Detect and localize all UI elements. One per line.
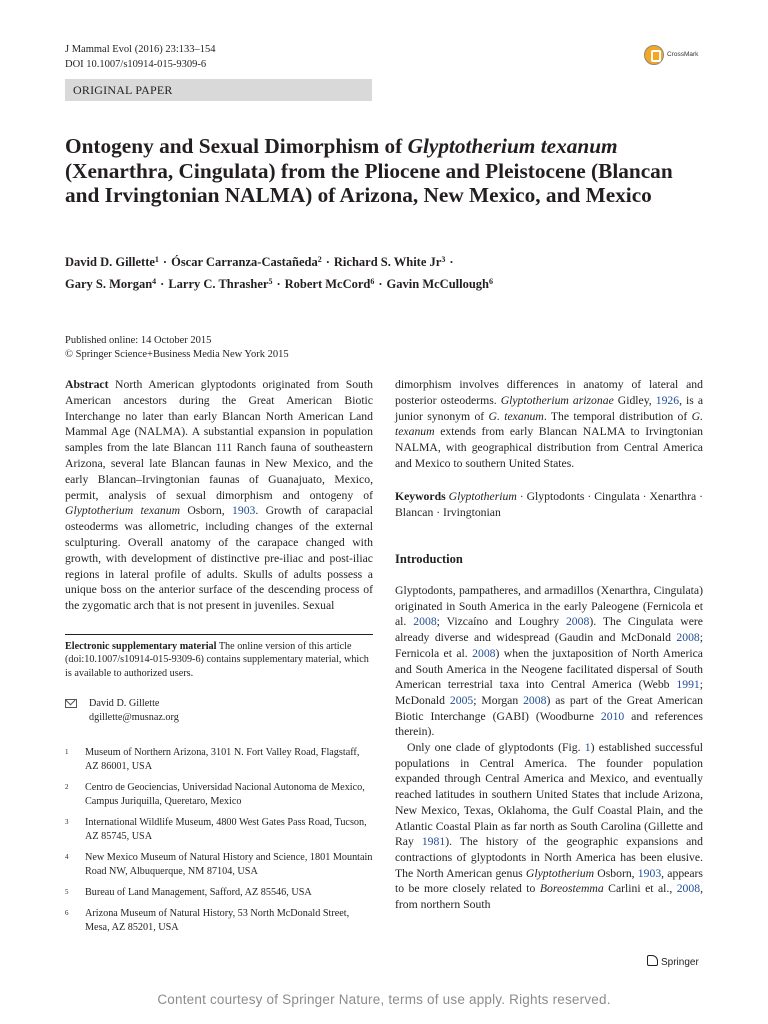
abstract-right [395, 377, 703, 520]
author-list [65, 250, 705, 294]
intro-paragraph-1: Glyptodonts, pampatheres, and armadillos (Xenarthra, Cingulata) originated in South America in the early Paleogene (Fernicola et al. 2008; Vizcaíno and Loughry 2008). The Cingulata were already diverse and widespread (Gaudin and McDonald 2008; Fernicola et al. 2008) when the juxtaposition of North America and South America in the Neogene facilitated dispersal of South American terrestrial taxa into Central America (Webb 1991; McDonald 2005; Morgan 2008) as part of the Great American Biotic Interchange (GABI) (Woodburne 2010 and references therein). [395, 584, 703, 739]
crossmark-icon [644, 45, 664, 65]
paper-type-banner [65, 79, 372, 101]
envelope-icon [65, 699, 77, 708]
intro-paragraph-2: Only one clade of glyptodonts (Fig. 1) established successful populations in Central America. The founder population expanded through Central America and Mexico, and eventually reached latitudes in southern United States that include Arizona, New Mexico, Texas, Oklahoma, the Gulf Coastal Plain, and the Atlantic Coastal Plain as far north as South Carolina (Gillette and Ray 1981). The history of the geographic expansions and contractions of glyptodonts in North America has been elusive. The North American genus Glyptotherium Osborn, 1903, appears to be more closely related to Boreostemma Carlini et al., 2008, from northern South [395, 741, 703, 912]
citation-link[interactable]: 2008 [472, 646, 496, 660]
title-species: Glyptotherium texanum [407, 134, 618, 158]
citation-link[interactable]: 1903 [232, 504, 256, 518]
introduction-body [395, 583, 703, 913]
affiliation: 5 Bureau of Land Management, Safford, AZ 85546, USA [65, 887, 312, 898]
citation-link[interactable]: 2005 [449, 693, 474, 707]
courtesy-notice: Content courtesy of Springer Nature, terms of use apply. Rights reserved. [157, 992, 611, 1007]
title-part-1: Ontogeny and Sexual Dimorphism of [65, 134, 408, 158]
springer-horse-icon [647, 955, 658, 966]
publisher-name: Springer [661, 957, 699, 968]
author[interactable]: Larry C. Thrasher$^5$ [168, 277, 273, 291]
citation-link[interactable]: 2008 [565, 615, 590, 629]
author[interactable]: Gary S. Morgan$^4$ [65, 277, 157, 291]
publication-info [65, 334, 289, 361]
doi-line[interactable]: DOI 10.1007/s10914-015-9309-6 [65, 59, 207, 70]
author-separator: · [325, 255, 330, 269]
supplementary-note: Electronic supplementary material The online version of this article (doi:10.1007/s10914-015-9309-6) contains supplementary material, which is available to authorized users. [65, 641, 369, 679]
author[interactable]: Richard S. White Jr$^3$ [333, 255, 446, 269]
citation-link[interactable]: 1903 [637, 866, 662, 880]
journal-line: J Mammal Evol (2016) 23:133–154 [65, 44, 216, 55]
author-separator: · [160, 277, 165, 291]
keywords: Keywords Glyptotherium · Glyptodonts · Cingulata · Xenarthra · Blancan · Irvingtonian [395, 489, 704, 519]
abstract-left [65, 377, 373, 614]
paper-type-label: ORIGINAL PAPER [73, 83, 173, 97]
title-part-2: (Xenarthra, Cingulata) from the Pliocene and Pleistocene (Blancan and Irvingtonian NALMA) of Arizona, New Mexico, and Mexico [65, 158, 673, 208]
crossmark-label: CrossMark [667, 51, 699, 58]
journal-citation [65, 42, 216, 72]
keywords-label: Keywords [395, 489, 446, 503]
author-separator: · [162, 255, 168, 269]
esm-label: Electronic supplementary material [65, 641, 217, 652]
author[interactable]: Óscar Carranza-Castañeda$^2$ [171, 255, 322, 269]
citation-link[interactable]: 2010 [600, 709, 625, 723]
figure-link[interactable]: 1 [584, 741, 591, 755]
citation-link[interactable]: 2008 [413, 615, 437, 629]
citation-link[interactable]: 2008 [523, 693, 547, 707]
abstract-continuation: dimorphism involves differences in anatomy of lateral and posterior osteoderms. Glyptotherium arizonae Gidley, 1926, is a junior synonym of G. texanum. The temporal distribution of G. texanum extends from early Blancan NALMA to Irvingtonian NALMA, with geographical distribution from Central America and Mexico to southern United States. [395, 378, 704, 470]
abstract-label: Abstract [65, 378, 109, 391]
published-date: Published online: 14 October 2015 [65, 335, 212, 346]
affiliation: 3 International Wildlife Museum, 4800 West Gates Pass Road, Tucson, AZ 85745, USA [65, 817, 367, 842]
crossmark-badge[interactable] [644, 44, 706, 68]
correspondence [65, 697, 373, 725]
author[interactable]: Gavin McCullough$^6$ [386, 277, 493, 291]
author[interactable]: David D. Gillette$^1$ [65, 255, 159, 269]
author-separator: · [449, 255, 454, 269]
citation-link[interactable]: 1981 [421, 835, 446, 849]
affiliation: 1 Museum of Northern Arizona, 3101 N. Fort Valley Road, Flagstaff, AZ 86001, USA [65, 747, 360, 772]
publisher-logo [647, 955, 699, 968]
affiliation: 2 Centro de Geociencias, Universidad Nacional Autonoma de Mexico, Campus Juriquilla, Queretaro, Mexico [65, 782, 365, 807]
article-title [65, 134, 705, 208]
author[interactable]: Robert McCord$^6$ [284, 277, 375, 291]
citation-link[interactable]: 1991 [676, 678, 700, 692]
corresponding-author: David D. Gillette [89, 698, 160, 709]
citation-link[interactable]: 2008 [676, 631, 700, 645]
affiliations [65, 746, 373, 942]
author-separator: · [378, 277, 383, 291]
section-heading-introduction: Introduction [395, 552, 463, 566]
corresponding-email[interactable]: dgillette@musnaz.org [89, 712, 179, 723]
citation-link[interactable]: 1926 [655, 393, 680, 407]
abstract-paragraph: Abstract North American glyptodonts originated from South American ancestors during the Great American Biotic Interchange no later than early Blancan North American Land Mammal Age (NALMA). A substantial expansion in population samples from the late Blancan 111 Ranch fauna of southeastern Arizona, several late Blancan faunas in New Mexico, and the early Blancan–Irvingtonian faunas of Guanajuato, Mexico, permit, analysis of sexual dimorphism and ontogeny of Glyptotherium texanum Osborn, 1903. Growth of carapacial osteoderms was allometric, including changes of the external sculpturing. Overall anatomy of the carapace changed with growth, with development of distinctive pre-iliac and post-iliac regions in lateral profile of adults. Skulls of adults possess a unique boss on the anterior surface of the descending process of the zygomatic arch that is not present in juveniles. Sexual [65, 378, 373, 613]
author-separator: · [276, 277, 281, 291]
affiliation: 4 New Mexico Museum of Natural History and Science, 1801 Mountain Road NW, Albuquerque, NM 87104, USA [65, 852, 373, 877]
affiliation: 6 Arizona Museum of Natural History, 53 North McDonald Street, Mesa, AZ 85201, USA [65, 908, 350, 933]
esm-divider [65, 634, 373, 635]
copyright: © Springer Science+Business Media New York 2015 [65, 348, 289, 360]
citation-link[interactable]: 2008 [676, 882, 701, 896]
